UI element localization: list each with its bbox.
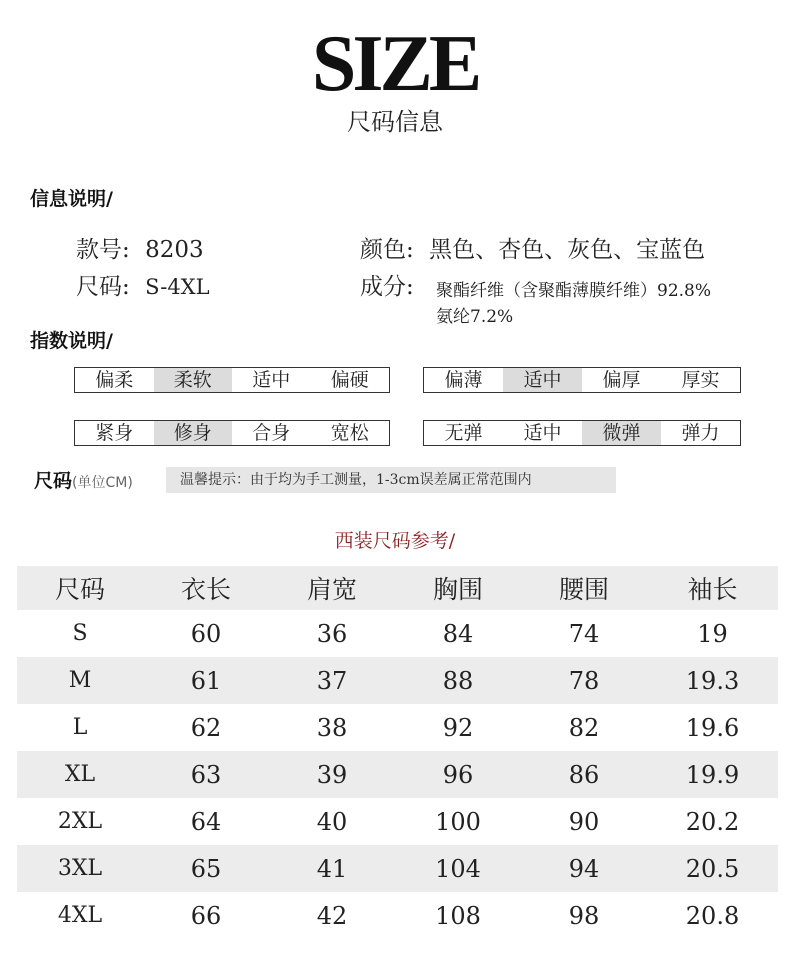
table-cell: S bbox=[72, 621, 88, 646]
table-header-cell: 衣长 bbox=[143, 566, 269, 610]
table-cell: 88 bbox=[395, 657, 521, 704]
table-cell: M bbox=[17, 657, 143, 704]
table-cell: 96 bbox=[395, 751, 521, 798]
table-row bbox=[17, 704, 778, 751]
table-cell: 63 bbox=[143, 751, 269, 798]
table-header-cell: 腰围 bbox=[521, 566, 647, 610]
scale-option: 适中 bbox=[523, 422, 562, 444]
table-cell: 20.8 bbox=[685, 901, 740, 930]
table-cell: 19.6 bbox=[685, 713, 740, 742]
scale-option: 柔软 bbox=[154, 368, 233, 392]
table-cell: 20.2 bbox=[685, 807, 740, 836]
table-cell: 78 bbox=[521, 657, 647, 704]
scale-option: 偏硬 bbox=[330, 369, 369, 391]
table-cell: 19 bbox=[697, 619, 728, 648]
composition-line-1: 聚酯纤维（含聚酯薄膜纤维）92.8% bbox=[436, 281, 712, 301]
table-row bbox=[17, 751, 778, 798]
table-cell: 39 bbox=[269, 751, 395, 798]
table-cell: 65 bbox=[143, 845, 269, 892]
table-cell: 100 bbox=[435, 807, 481, 836]
table-cell: 82 bbox=[568, 713, 600, 742]
table-cell: 108 bbox=[435, 901, 481, 930]
size-unit: (单位CM) bbox=[72, 475, 133, 491]
fit-scale bbox=[74, 420, 390, 446]
size-range-value: S-4XL bbox=[145, 275, 210, 299]
table-cell: 19.9 bbox=[647, 751, 778, 798]
table-header-cell: 袖长 bbox=[647, 566, 778, 610]
elasticity-scale bbox=[423, 420, 741, 446]
table-cell: 94 bbox=[521, 845, 647, 892]
scale-option: 偏柔 bbox=[95, 369, 134, 391]
size-range-label: 尺码: bbox=[76, 274, 130, 300]
table-cell: 42 bbox=[316, 901, 348, 930]
style-number-value: 8203 bbox=[145, 237, 204, 263]
scale-option: 弹力 bbox=[681, 422, 720, 444]
measurement-tip: 温馨提示：由于均为手工测量，1-3cm误差属正常范围内 bbox=[166, 467, 616, 493]
table-cell: 3XL bbox=[17, 845, 143, 892]
table-cell: 66 bbox=[190, 901, 222, 930]
table-cell: 104 bbox=[395, 845, 521, 892]
table-cell: 60 bbox=[190, 619, 222, 648]
page-subtitle: 尺码信息 bbox=[347, 108, 443, 136]
scale-option: 厚实 bbox=[681, 369, 720, 391]
colors-value: 黑色、杏色、灰色、宝蓝色 bbox=[429, 237, 706, 263]
table-cell: 2XL bbox=[57, 809, 103, 834]
size-section-header bbox=[34, 466, 133, 493]
table-cell: 92 bbox=[442, 713, 474, 742]
size-range bbox=[76, 272, 210, 302]
table-cell: 98 bbox=[568, 901, 600, 930]
table-cell: 36 bbox=[316, 619, 348, 648]
table-row bbox=[17, 657, 778, 704]
scale-option: 适中 bbox=[503, 368, 582, 392]
table-cell: 20.5 bbox=[647, 845, 778, 892]
table-cell: 86 bbox=[521, 751, 647, 798]
thickness-scale bbox=[423, 367, 741, 393]
table-cell: 41 bbox=[269, 845, 395, 892]
scale-option: 偏厚 bbox=[602, 369, 641, 391]
composition-label: 成分: bbox=[360, 274, 414, 300]
table-row bbox=[17, 892, 778, 939]
scale-option: 微弹 bbox=[582, 421, 661, 445]
table-cell: 38 bbox=[316, 713, 348, 742]
info-heading: 信息说明/ bbox=[30, 188, 113, 210]
colors-label: 颜色: bbox=[360, 237, 414, 263]
table-title: 西装尺码参考/ bbox=[334, 530, 456, 552]
table-header-row bbox=[17, 566, 778, 610]
table-cell: XL bbox=[17, 751, 143, 798]
table-row bbox=[17, 845, 778, 892]
page-title: SIZE bbox=[311, 20, 479, 108]
table-cell: 64 bbox=[190, 807, 222, 836]
table-cell: 19.3 bbox=[647, 657, 778, 704]
table-header-cell: 胸围 bbox=[395, 566, 521, 610]
table-cell: 37 bbox=[269, 657, 395, 704]
table-header-cell: 肩宽 bbox=[269, 566, 395, 610]
scale-option: 修身 bbox=[154, 421, 233, 445]
scale-option: 宽松 bbox=[330, 422, 369, 444]
style-number-label: 款号: bbox=[76, 237, 130, 263]
table-cell: 90 bbox=[568, 807, 600, 836]
index-heading: 指数说明/ bbox=[30, 330, 113, 352]
scale-option: 合身 bbox=[252, 422, 291, 444]
table-row bbox=[17, 798, 778, 845]
softness-scale bbox=[74, 367, 390, 393]
colors bbox=[360, 235, 705, 265]
scale-option: 偏薄 bbox=[444, 369, 483, 391]
table-cell: 62 bbox=[190, 713, 222, 742]
scale-option: 无弹 bbox=[444, 422, 483, 444]
scale-option: 适中 bbox=[252, 369, 291, 391]
table-cell: 4XL bbox=[57, 903, 103, 928]
table-row bbox=[17, 610, 778, 657]
table-cell: 84 bbox=[442, 619, 474, 648]
table-cell: 61 bbox=[143, 657, 269, 704]
composition-line-2: 氨纶7.2% bbox=[436, 307, 514, 327]
style-number bbox=[76, 235, 204, 265]
table-header-cell: 尺码 bbox=[17, 566, 143, 610]
table-cell: 74 bbox=[568, 619, 600, 648]
scale-option: 紧身 bbox=[95, 422, 134, 444]
size-table bbox=[17, 566, 778, 939]
table-cell: 40 bbox=[316, 807, 348, 836]
size-heading: 尺码 bbox=[34, 470, 73, 492]
table-cell: L bbox=[72, 715, 88, 740]
